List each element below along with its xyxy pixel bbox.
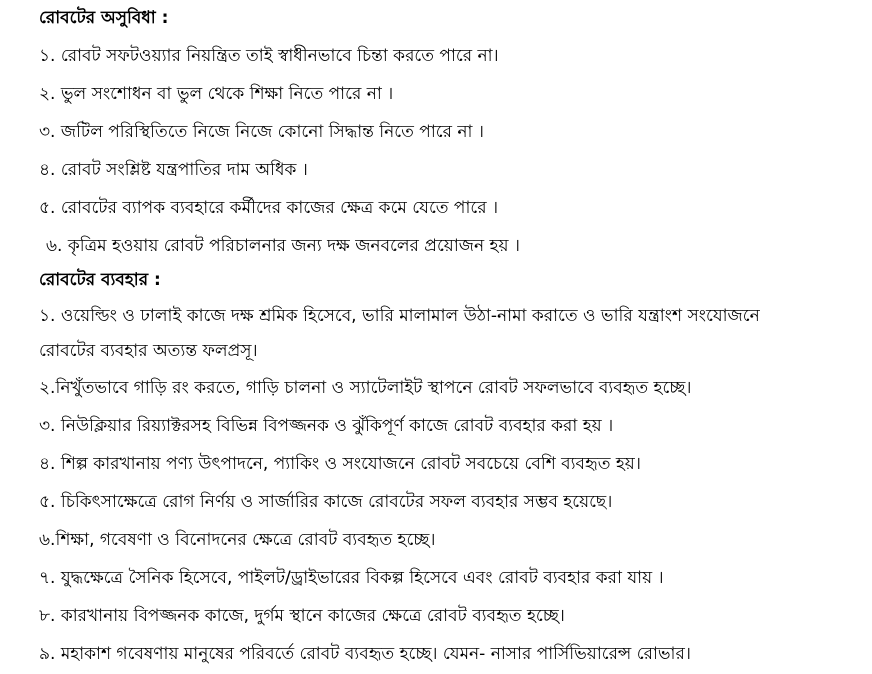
- use-item: ৩. নিউক্লিয়ার রিয়্যাক্টরসহ বিভিন্ন বিপজ্জনক ও ঝুঁকিপূর্ণ কাজে রোবট ব্যবহার করা হয় ।: [39, 416, 614, 436]
- disadvantage-item: ২. ভুল সংশোধন বা ভুল থেকে শিক্ষা নিতে পারে না ।: [39, 84, 394, 104]
- disadvantage-item: ৩. জটিল পরিস্থিতিতে নিজে নিজে কোনো সিদ্ধান্ত নিতে পারে না ।: [39, 122, 484, 142]
- disadvantage-item: ৫. রোবটের ব্যাপক ব্যবহারে কর্মীদের কাজের ক্ষেত্র কমে যেতে পারে ।: [39, 198, 499, 218]
- use-item: ৯. মহাকাশ গবেষণায় মানুষের পরিবর্তে রোবট ব্যবহৃত হচ্ছে। যেমন- নাসার পার্সিভিয়ারেন্স রোভার।: [39, 644, 691, 664]
- use-item: ১. ওয়েল্ডিং ও ঢালাই কাজে দক্ষ শ্রমিক হিসেবে, ভারি মালামাল উঠা-নামা করাতে ও ভারি যন্ত্রাংশ সংযোজনে: [39, 306, 760, 326]
- disadvantage-item: ৪. রোবট সংশ্লিষ্ট যন্ত্রপাতির দাম অধিক ।: [39, 160, 308, 180]
- disadvantage-item: ৬. কৃত্রিম হওয়ায় রোবট পরিচালনার জন্য দক্ষ জনবলের প্রয়োজন হয় ।: [46, 236, 520, 256]
- use-item: ৫. চিকিৎসাক্ষেত্রে রোগ নির্ণয় ও সার্জারির কাজে রোবটের সফল ব্যবহার সম্ভব হয়েছে।: [39, 492, 613, 512]
- disadvantages-heading: রোবটের অসুবিধা :: [39, 8, 169, 28]
- uses-heading: রোবটের ব্যবহার :: [39, 270, 161, 290]
- use-item: ৬.শিক্ষা, গবেষণা ও বিনোদনের ক্ষেত্রে রোবট ব্যবহৃত হচ্ছে।: [39, 530, 436, 550]
- use-item: ৭. যুদ্ধক্ষেত্রে সৈনিক হিসেবে, পাইলট/ড্রাইভারের বিকল্প হিসেবে এবং রোবট ব্যবহার করা যায় ।: [39, 568, 664, 588]
- disadvantage-item: ১. রোবট সফটওয়্যার নিয়ন্ত্রিত তাই স্বাধীনভাবে চিন্তা করতে পারে না।: [39, 46, 499, 66]
- use-item: ৮. কারখানায় বিপজ্জনক কাজে, দুর্গম স্থানে কাজের ক্ষেত্রে রোবট ব্যবহৃত হচ্ছে।: [39, 606, 565, 626]
- use-item: ৪. শিল্প কারখানায় পণ্য উৎপাদনে, প্যাকিং ও সংযোজনে রোবট সবচেয়ে বেশি ব্যবহৃত হয়।: [39, 454, 641, 474]
- use-item-continuation: রোবটের ব্যবহার অত্যন্ত ফলপ্রসূ।: [39, 341, 258, 361]
- use-item: ২.নিখুঁতভাবে গাড়ি রং করতে, গাড়ি চালনা ও স্যাটেলাইট স্থাপনে রোবট সফলভাবে ব্যবহৃত হচ্ছে।: [39, 378, 692, 398]
